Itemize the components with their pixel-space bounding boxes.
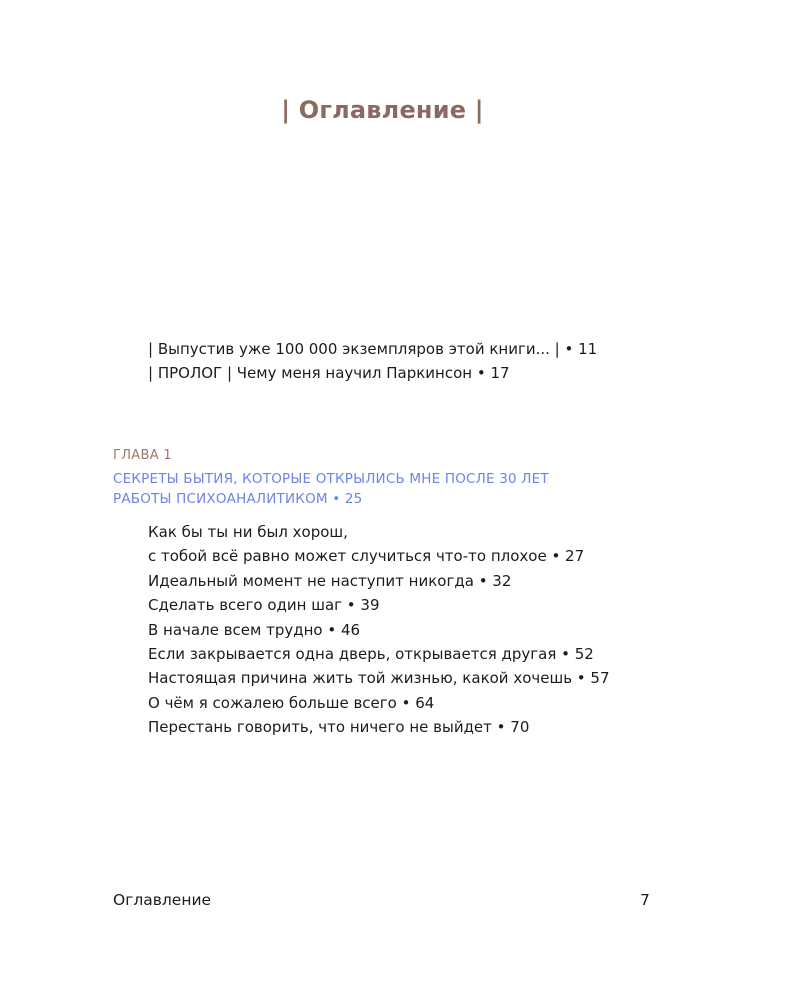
chapter-section-list <box>148 520 610 740</box>
toc-entry: В начале всем трудно • 46 <box>148 620 361 639</box>
running-title: Оглавление <box>113 891 212 909</box>
page-number: 7 <box>640 891 650 909</box>
intro-list <box>148 337 597 385</box>
toc-entry-line-1: Как бы ты ни был хорош, <box>148 523 348 541</box>
toc-entry-foreword: | Выпустив уже 100 000 экземпляров этой книги... | • 11 <box>148 340 598 358</box>
chapter-label: ГЛАВА 1 <box>113 448 172 463</box>
toc-entry: Настоящая причина жить той жизнью, какой хочешь • 57 <box>148 669 610 688</box>
page-title: | Оглавление | <box>281 96 484 124</box>
chapter-title-line-2: РАБОТЫ ПСИХОАНАЛИТИКОМ • 25 <box>113 491 363 507</box>
toc-entry-prologue: | ПРОЛОГ | Чему меня научил Паркинсон • 17 <box>148 364 510 382</box>
toc-entry <box>148 520 610 569</box>
toc-entry: Перестань говорить, что ничего не выйдет • 70 <box>148 718 530 737</box>
chapter-title <box>113 469 633 509</box>
chapter-title-line-1: СЕКРЕТЫ БЫТИЯ, КОТОРЫЕ ОТКРЫЛИСЬ МНЕ ПОСЛЕ 30 ЛЕТ <box>113 471 549 487</box>
toc-entry: О чём я сожалею больше всего • 64 <box>148 693 435 712</box>
toc-entry-line-2: с тобой всё равно может случиться что-то плохое • 27 <box>148 547 585 566</box>
toc-entry: Идеальный момент не наступит никогда • 32 <box>148 571 512 590</box>
toc-entry: Сделать всего один шаг • 39 <box>148 596 380 615</box>
toc-entry: Если закрывается одна дверь, открывается другая • 52 <box>148 645 594 664</box>
